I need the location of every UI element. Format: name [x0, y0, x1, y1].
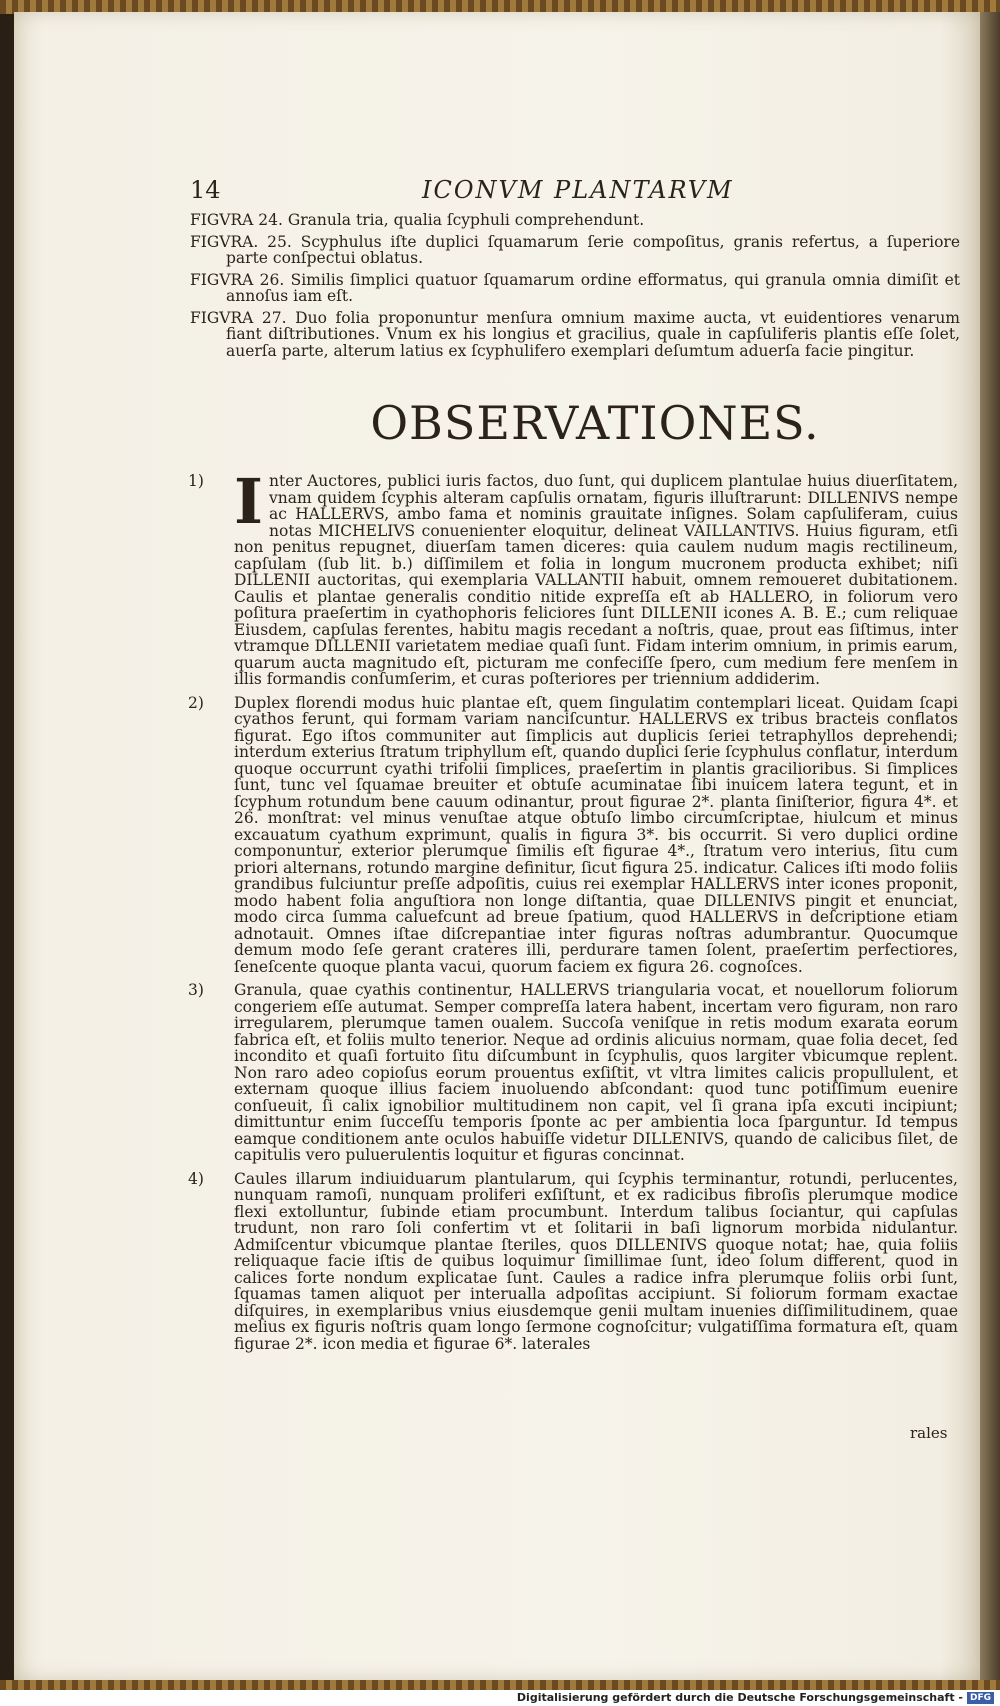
paragraph-text: nter Auctores, publici iuris factos, duo ſunt, qui duplicem plantulae huius diuerſitatem, vnam quidem ſcyphis alteram capſulis ornatam, figuris illuſtrarunt: DILLENIVS nempe ac HALLERVS, ambo fama et nominis grauitate inſignes. Solam capſuliferam, cuius notas MICHELIVS conuenienter eloquitur, delineat VAILLANTIVS. Huius figuram, etſi non penitus repugnet, diuerſam tamen diceres: quia caulem nudum magis rectilineum, capſulam (ſub lit. b.) diſſimilem et folia in longum mucronem producta exhibet; niſi DILLENII auctoritas, qui exemplaria VALLANTII habuit, omnem remoueret dubitationem. Caulis et plantae generalis conditio nitide expreſſa eſt ab HALLERO, in foliorum vero poſitura praeſertim in cyathophoris feliciores ſunt DILLENII icones A. B. E.; cum reliquae Eiusdem, capſulas ferentes, habitu magis recedant a noſtris, quae, prout eas ſiſtimus, inter vtramque DILLENII varietatem mediae quaſi ſunt. Fidam interim omnium, in primis earum, quarum aucta magnitudo eſt, picturam me confeciſſe ſpero, cum medium fere menſem in illis formandis conſumſerim, et curas poſteriores per triennium addiderim. — [234, 472, 958, 688]
section-heading: OBSERVATIONES. — [370, 396, 820, 450]
dfg-logo-icon[interactable]: DFG — [967, 1692, 994, 1704]
observation-paragraph — [188, 982, 958, 1164]
paragraph-number: 4) — [188, 1169, 204, 1188]
footer-credit: Digitalisierung gefördert durch die Deutsche Forschungsgemeinschaft - — [516, 1691, 963, 1704]
paragraph-text: Granula, quae cyathis continentur, HALLERVS triangularia vocat, et nouellorum foliorum congeriem eſſe autumat. Semper compreſſa latera habent, incertam vero figuram, non raro irregularem, plerumque tamen oualem. Succoſa veniſque in retis modum exarata eorum fabrica eſt, et foliis multo tenerior. Neque ad ordinis alicuius normam, quae folia decet, ſed incondito et quaſi fortuito ſitu diſcumbunt in ſcyphulis, quos largiter vbicumque replent. Non raro adeo copioſus eorum prouentus exſiſtit, vt vltra limites calicis propullulent, et externam quoque illius faciem inuoluendo abſcondant: quod tunc potiſſimum euenire conſueuit, ſi calix ignobilior multitudinem non capit, vel ſi grana ipſa excuti incipiunt; dimittuntur enim ſucceſſu temporis ſponte ac per ambientia loca ſparguntur. Id tempus eamque conditionem ante oculos habuiſſe videtur DILLENIVS, quando de calicibus ſilet, de capitulis vero puluerulentis loquitur et figuras concinnat. — [234, 981, 958, 1164]
paragraph-text: Caules illarum indiuiduarum plantularum, qui ſcyphis terminantur, rotundi, perlucentes, nunquam ramoſi, nunquam proliferi exſiſtunt, et ex radicibus fibroſis plerumque modice flexi extolluntur, ſubinde etiam procumbunt. Interdum talibus ſociantur, qui capſulas trudunt, non raro ſoli confertim vt et ſolitarii in baſi lignorum morbida nidulantur. Admiſcentur vbicumque plantae ſteriles, quos DILLENIVS quoque notat; hae, quia foliis reliquaque facie iſtis de quibus loquimur ſimillimae ſunt, ideo ſolum different, quod in calices forte nondum explicatae ſunt. Caules a radice infra plerumque foliis orbi ſunt, ſquamas tamen aliquot per interualla adpoſitas accipiunt. Si foliorum formam exactae diſquires, in exemplaribus vnius eiusdemque genii multam inuenies diſſimilitudinem, quae melius ex figuris noſtris quam longo ſermone cognoſcitur; vulgatiſſima formatura eſt, quam figurae 2*. icon media et figurae 6*. laterales — [234, 1169, 958, 1353]
observation-paragraph — [188, 465, 958, 688]
observation-paragraph — [188, 1171, 958, 1353]
paragraph-number: 1) — [188, 472, 204, 490]
figure-text: Similis ſimplici quatuor ſquamarum ordine efformatus, qui granula omnia dimiſit et annoſus iam eſt. — [226, 270, 960, 305]
figure-label: FIGVRA 26. — [190, 270, 285, 289]
paragraph-text: Duplex florendi modus huic plantae eſt, quem ſingulatim contemplari liceat. Quidam ſcapi cyathos ferunt, qui formam variam nanciſcuntur. HALLERVS ex tribus bracteis conflatos figurat. Ego iſtos communiter aut ſimplicis aut duplicis ſeriei tetraphyllos deprehendi; interdum exterius ſtratum triphyllum eſt, quando duplici ſerie ſcyphulus conflatur, interdum quoque occurrunt cyathi trifolii ſimplices, praeſertim in plantis gracilioribus. Si ſimplices ſunt, tunc vel ſquamae breuiter et obtuſe acuminatae ſibi inuicem latera tegunt, et in ſcyphum rotundum bene cauum odinantur, prout figurae 2*. planta ſiniſterior, figura 4*. et 26. monſtrat: vel minus venuſtae atque obtuſo limbo circumſcriptae, hiulcum et minus excauatum cyathum exprimunt, qualis in figura 3*. bis occurrit. Si vero duplici ordine componuntur, exterior plerumque ſimilis eſt figurae 4*., ſtratum vero interius, ſitu cum priori alternans, rotundo margine definitur, ſicut figura 25. indicatur. Calices iſti modo foliis grandibus fulciuntur preſſe adpoſitis, cuius rei exemplar HALLERVS inter icones proponit, modo habent folia anguſtiora non longe diſtantia, quae DILLENIVS pingit et enunciat, modo circa ſumma caluefcunt ad breue ſpatium, quod HALLERVS in deſcriptione etiam adnotauit. Omnes iſtae diſcrepantiae inter figuras noſtras adumbrantur. Quocumque demum modo ſeſe gerant crateres illi, perdurare tamen ſolent, praeſertim perfectiores, ſeneſcente quoque planta vacui, quorum faciem ex figura 26. cognoſces. — [234, 693, 958, 976]
figure-caption — [190, 272, 960, 305]
figure-caption — [190, 234, 960, 267]
drop-cap: I — [234, 465, 264, 538]
figure-label: FIGVRA. 25. — [190, 232, 292, 251]
figure-captions — [190, 212, 960, 364]
figure-text: Granula tria, qualia ſcyphuli comprehendunt. — [287, 211, 645, 229]
figure-text: Scyphulus iſte duplici ſquamarum ſerie compoſitus, granis refertus, a ſuperiore parte conſpectui oblatus. — [226, 232, 960, 267]
figure-caption — [190, 310, 960, 360]
page-number: 14 — [190, 176, 221, 204]
observation-paragraph — [188, 695, 958, 976]
paragraph-number: 3) — [188, 981, 204, 999]
observations-body — [188, 465, 958, 1359]
bottom-border — [0, 1680, 1000, 1690]
digitization-footer — [0, 1690, 1000, 1706]
figure-caption — [190, 212, 960, 229]
figure-label: FIGVRA 27. — [190, 308, 287, 327]
book-edge — [980, 12, 1000, 1680]
figure-text: Duo folia proponuntur menſura omnium maxime aucta, vt euidentiores venarum fiant diſtributiones. Vnum ex his longius et gracilius, quale in capſuliferis plantis eſſe ſolet, auerſa parte, alterum latius ex ſcyphulifero exemplari deſumtum aduerſa facie pingitur. — [226, 308, 961, 360]
figure-label: FIGVRA 24. — [190, 211, 283, 229]
running-title: ICONVM PLANTARVM — [422, 176, 734, 204]
paragraph-number: 2) — [188, 693, 204, 712]
page-header — [190, 176, 920, 206]
catchword: rales — [910, 1424, 948, 1442]
